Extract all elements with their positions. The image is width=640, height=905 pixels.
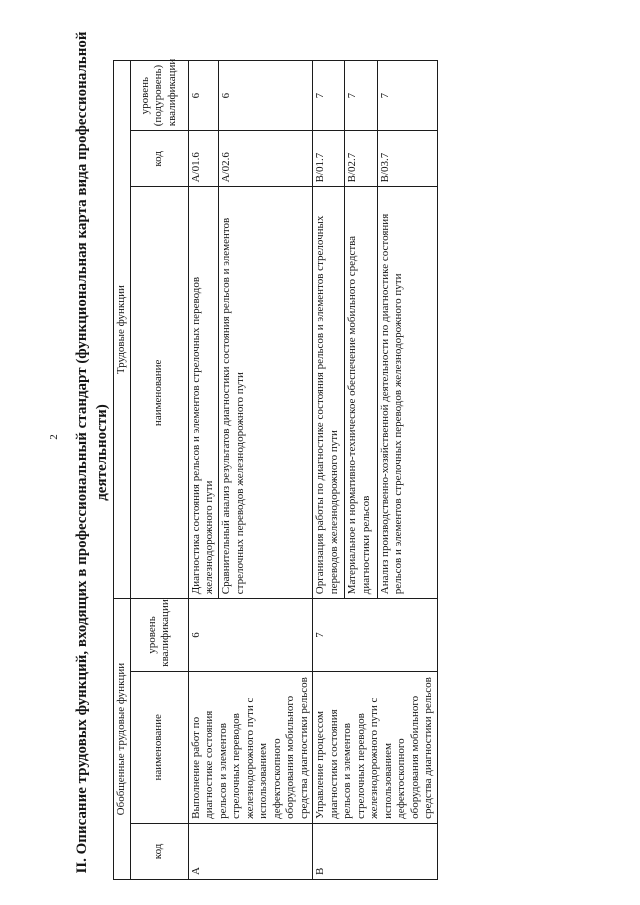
- function-code: B/03.7: [377, 131, 437, 187]
- function-code: B/02.7: [345, 131, 377, 187]
- row-code: В: [313, 823, 438, 879]
- row-level: 7: [313, 599, 438, 672]
- function-level: 7: [313, 61, 345, 131]
- table-row: [188, 61, 219, 880]
- col-header-code: код: [130, 823, 188, 879]
- generalized-functions-header: Обобщенные трудовые функции: [114, 599, 131, 880]
- col-header-name2: наименование: [130, 187, 188, 599]
- col-header-name: наименование: [130, 671, 188, 823]
- table-row: [313, 61, 345, 880]
- function-name: Анализ производственно-хозяйственной деятельности по диагностике состояния рельсов и элементов стрелочных переводов железнодорожного пути: [377, 187, 437, 599]
- row-code: А: [188, 823, 313, 879]
- functional-map-table: [113, 60, 438, 880]
- row-level: 6: [188, 599, 313, 672]
- function-name: Диагностика состояния рельсов и элементов стрелочных переводов железнодорожного пути: [188, 187, 219, 599]
- function-name: Материальное и нормативно-техническое обеспечение мобильного средства диагностики рельсов: [345, 187, 377, 599]
- function-code: B/01.7: [313, 131, 345, 187]
- function-code: A/01.6: [188, 131, 219, 187]
- function-name: Организация работы по диагностике состояния рельсов и элементов стрелочных переводов железнодорожного пути: [313, 187, 345, 599]
- function-code: A/02.6: [219, 131, 313, 187]
- function-name: Сравнительный анализ результатов диагностики состояния рельсов и элементов стрелочных переводов железнодорожного пути: [219, 187, 313, 599]
- function-level: 7: [345, 61, 377, 131]
- row-generalized-name: Управление процессом диагностики состояния рельсов и элементов стрелочных переводов железнодорожного пути с использованием дефектоскопного оборудования мобильного средства диагностики рельсов: [313, 671, 438, 823]
- col-header-qual-level: уровень квалификации: [130, 599, 188, 672]
- row-generalized-name: Выполнение работ по диагностике состояния рельсов и элементов стрелочных переводов железнодорожного пути с использованием дефектоскопного оборудования мобильного средства диагностики рельсов: [188, 671, 313, 823]
- function-level: 6: [188, 61, 219, 131]
- page-number: 2: [48, 434, 60, 440]
- col-header-code2: код: [130, 131, 188, 187]
- rotated-table-container: [113, 60, 593, 880]
- function-level: 6: [219, 61, 313, 131]
- function-level: 7: [377, 61, 437, 131]
- section-title: II. Описание трудовых функций, входящих в профессиональный стандарт (функциональная карта вида профессиональной деятельности): [74, 31, 110, 874]
- col-header-sublevel: уровень (подуровень) квалификации: [130, 61, 188, 131]
- labor-functions-header: Трудовые функции: [114, 61, 131, 599]
